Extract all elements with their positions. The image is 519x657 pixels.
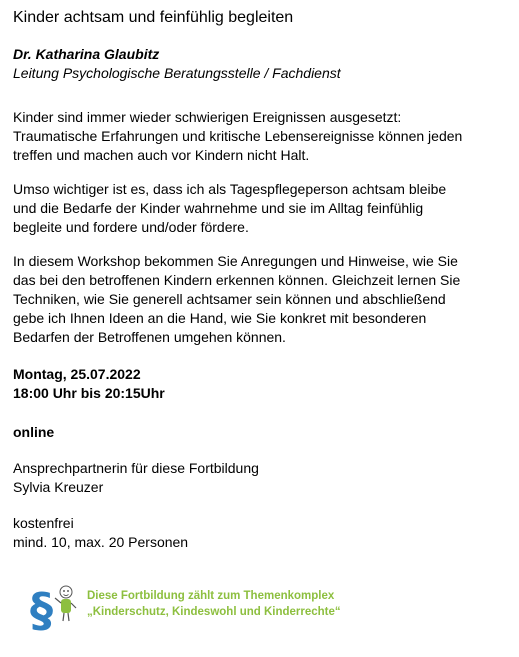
author-name: Dr. Katharina Glaubitz — [13, 46, 160, 62]
event-date: Montag, 25.07.2022 — [13, 366, 141, 382]
page-title: Kinder achtsam und feinfühlig begleiten — [13, 9, 294, 26]
paragraph-line: und die Bedarfe der Kinder wahrnehme und sie im Alltag feinfühlig — [13, 200, 424, 216]
paragraph-importance — [13, 180, 513, 237]
event-location: online — [13, 424, 55, 440]
paragraph-workshop — [13, 252, 513, 347]
paragraph-line: begleite und fordere und/oder fördere. — [13, 219, 249, 235]
contact-label: Ansprechpartnerin für diese Fortbildung — [13, 460, 259, 476]
paragraph-line: Traumatische Erfahrungen und kritische Lebensereignisse können jeden — [13, 128, 463, 144]
paragraph-line: das bei den betroffenen Kindern erkennen können. Gleichzeit lernen Sie — [13, 272, 461, 288]
paragraph-intro — [13, 108, 513, 165]
badge-line-1: Diese Fortbildung zählt zum Themenkomplex — [87, 590, 335, 602]
badge-line-2: „Kinderschutz, Kindeswohl und Kinderrechte“ — [87, 606, 341, 618]
info-block — [13, 514, 188, 552]
topic-badge-text — [87, 588, 341, 620]
paragraph-line: In diesem Workshop bekommen Sie Anregungen und Hinweise, wie Sie — [13, 253, 458, 269]
event-time: 18:00 Uhr bis 20:15Uhr — [13, 385, 165, 401]
paragraph-line: Bedarfen der Betroffenen umgehen können. — [13, 329, 286, 345]
paragraph-line: treffen und machen auch vor Kindern nicht Halt. — [13, 147, 310, 163]
author-role: Leitung Psychologische Beratungsstelle / Fachdienst — [13, 65, 341, 81]
paragraph-line: Kinder sind immer wieder schwierigen Ereignissen ausgesetzt: — [13, 109, 402, 125]
contact-name: Sylvia Kreuzer — [13, 479, 104, 495]
author-block — [13, 45, 341, 83]
contact-block — [13, 459, 259, 497]
paragraph-line: Techniken, wie Sie generell achtsamer sein können und abschließend — [13, 291, 446, 307]
paragraph-line: gebe ich Ihnen Ideen an die Hand, wie Sie konkret mit besonderen — [13, 310, 427, 326]
section-sign-mascot-icon — [28, 582, 80, 632]
cost-info: kostenfrei — [13, 515, 74, 531]
svg-text:§: § — [30, 583, 53, 632]
participants-info: mind. 10, max. 20 Personen — [13, 534, 189, 550]
event-datetime — [13, 365, 165, 403]
paragraph-line: Umso wichtiger ist es, dass ich als Tagespflegeperson achtsam bleibe — [13, 181, 447, 197]
